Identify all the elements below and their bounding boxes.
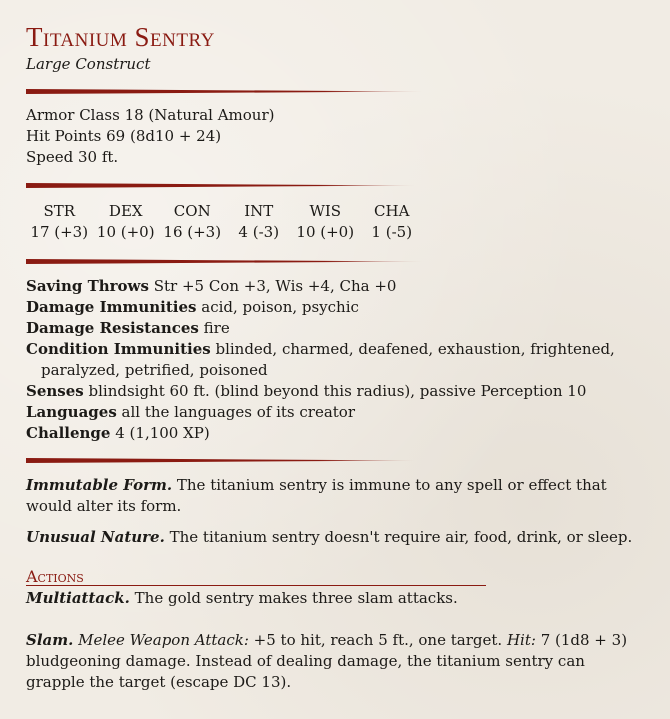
property-label: Saving Throws	[26, 277, 149, 295]
property-text: acid, poison, psychic	[201, 298, 359, 316]
property-text: 4 (1,100 XP)	[115, 424, 210, 442]
ability-value: 16 (+3)	[163, 223, 222, 241]
trait-name: Immutable Form.	[26, 476, 173, 494]
ability-int	[226, 201, 293, 243]
ability-wis	[292, 201, 359, 243]
ability-label: CON	[173, 202, 211, 220]
senses	[26, 381, 646, 402]
basic-stats	[26, 105, 646, 168]
saving-throws	[26, 276, 646, 297]
challenge	[26, 423, 646, 444]
divider-rule	[26, 89, 424, 94]
ability-dex	[93, 201, 160, 243]
speed: Speed 30 ft.	[26, 148, 119, 166]
ability-value: 4 (-3)	[238, 223, 280, 241]
damage-immunities	[26, 297, 646, 318]
property-text: blinded, charmed, deafened, exhaustion, frightened, paralyzed, petrified, poisoned	[41, 340, 615, 379]
action-slam	[26, 630, 646, 693]
property-label: Languages	[26, 403, 117, 421]
property-label: Challenge	[26, 424, 111, 442]
property-label: Damage Immunities	[26, 298, 197, 316]
creature-name: Titanium Sentry	[26, 22, 215, 52]
ability-label: CHA	[374, 202, 410, 220]
trait-unusual-nature	[26, 527, 646, 548]
attack-type: Melee Weapon Attack:	[78, 631, 249, 649]
action-multiattack	[26, 588, 646, 609]
action-name: Multiattack.	[26, 589, 130, 607]
condition-immunities	[26, 339, 646, 381]
hit-label: Hit:	[506, 631, 536, 649]
property-label: Condition Immunities	[26, 340, 211, 358]
divider-rule	[26, 183, 416, 188]
property-label: Damage Resistances	[26, 319, 199, 337]
ability-value: 10 (+0)	[96, 223, 155, 241]
action-text: The gold sentry makes three slam attacks.	[134, 589, 458, 607]
trait-text: The titanium sentry doesn't require air, food, drink, or sleep.	[169, 528, 633, 546]
ability-value: 1 (-5)	[371, 223, 413, 241]
ability-value: 17 (+3)	[30, 223, 89, 241]
creature-meta: Large Construct	[26, 55, 151, 73]
trait-name: Unusual Nature.	[26, 528, 165, 546]
damage-resistances	[26, 318, 646, 339]
ability-cha	[359, 201, 426, 243]
property-text: Str +5 Con +3, Wis +4, Cha +0	[153, 277, 397, 295]
actions-heading: Actions	[26, 568, 486, 586]
ability-label: STR	[43, 202, 76, 220]
ability-label: INT	[244, 202, 274, 220]
property-text: blindsight 60 ft. (blind beyond this radius), passive Perception 10	[88, 382, 587, 400]
armor-class: Armor Class 18 (Natural Amour)	[26, 106, 275, 124]
trait-text: The titanium sentry is immune to any spell or effect that would alter its form.	[26, 476, 607, 515]
attack-text: +5 to hit, reach 5 ft., one target.	[253, 631, 503, 649]
ability-label: WIS	[309, 202, 342, 220]
property-label: Senses	[26, 382, 84, 400]
property-text: fire	[203, 319, 230, 337]
languages	[26, 402, 646, 423]
ability-str	[26, 201, 93, 243]
divider-rule	[26, 259, 424, 264]
property-text: all the languages of its creator	[121, 403, 355, 421]
divider-rule	[26, 458, 416, 463]
action-name: Slam.	[26, 631, 74, 649]
properties	[26, 276, 646, 444]
hit-points: Hit Points 69 (8d10 + 24)	[26, 127, 222, 145]
trait-immutable-form	[26, 475, 646, 517]
hit-text: 7 (1d8 + 3) bludgeoning damage. Instead of dealing damage, the titanium sentry can grapple the target (escape DC 13).	[26, 631, 628, 691]
ability-value: 10 (+0)	[296, 223, 355, 241]
ability-con	[159, 201, 226, 243]
ability-label: DEX	[108, 202, 143, 220]
ability-scores	[26, 201, 425, 243]
